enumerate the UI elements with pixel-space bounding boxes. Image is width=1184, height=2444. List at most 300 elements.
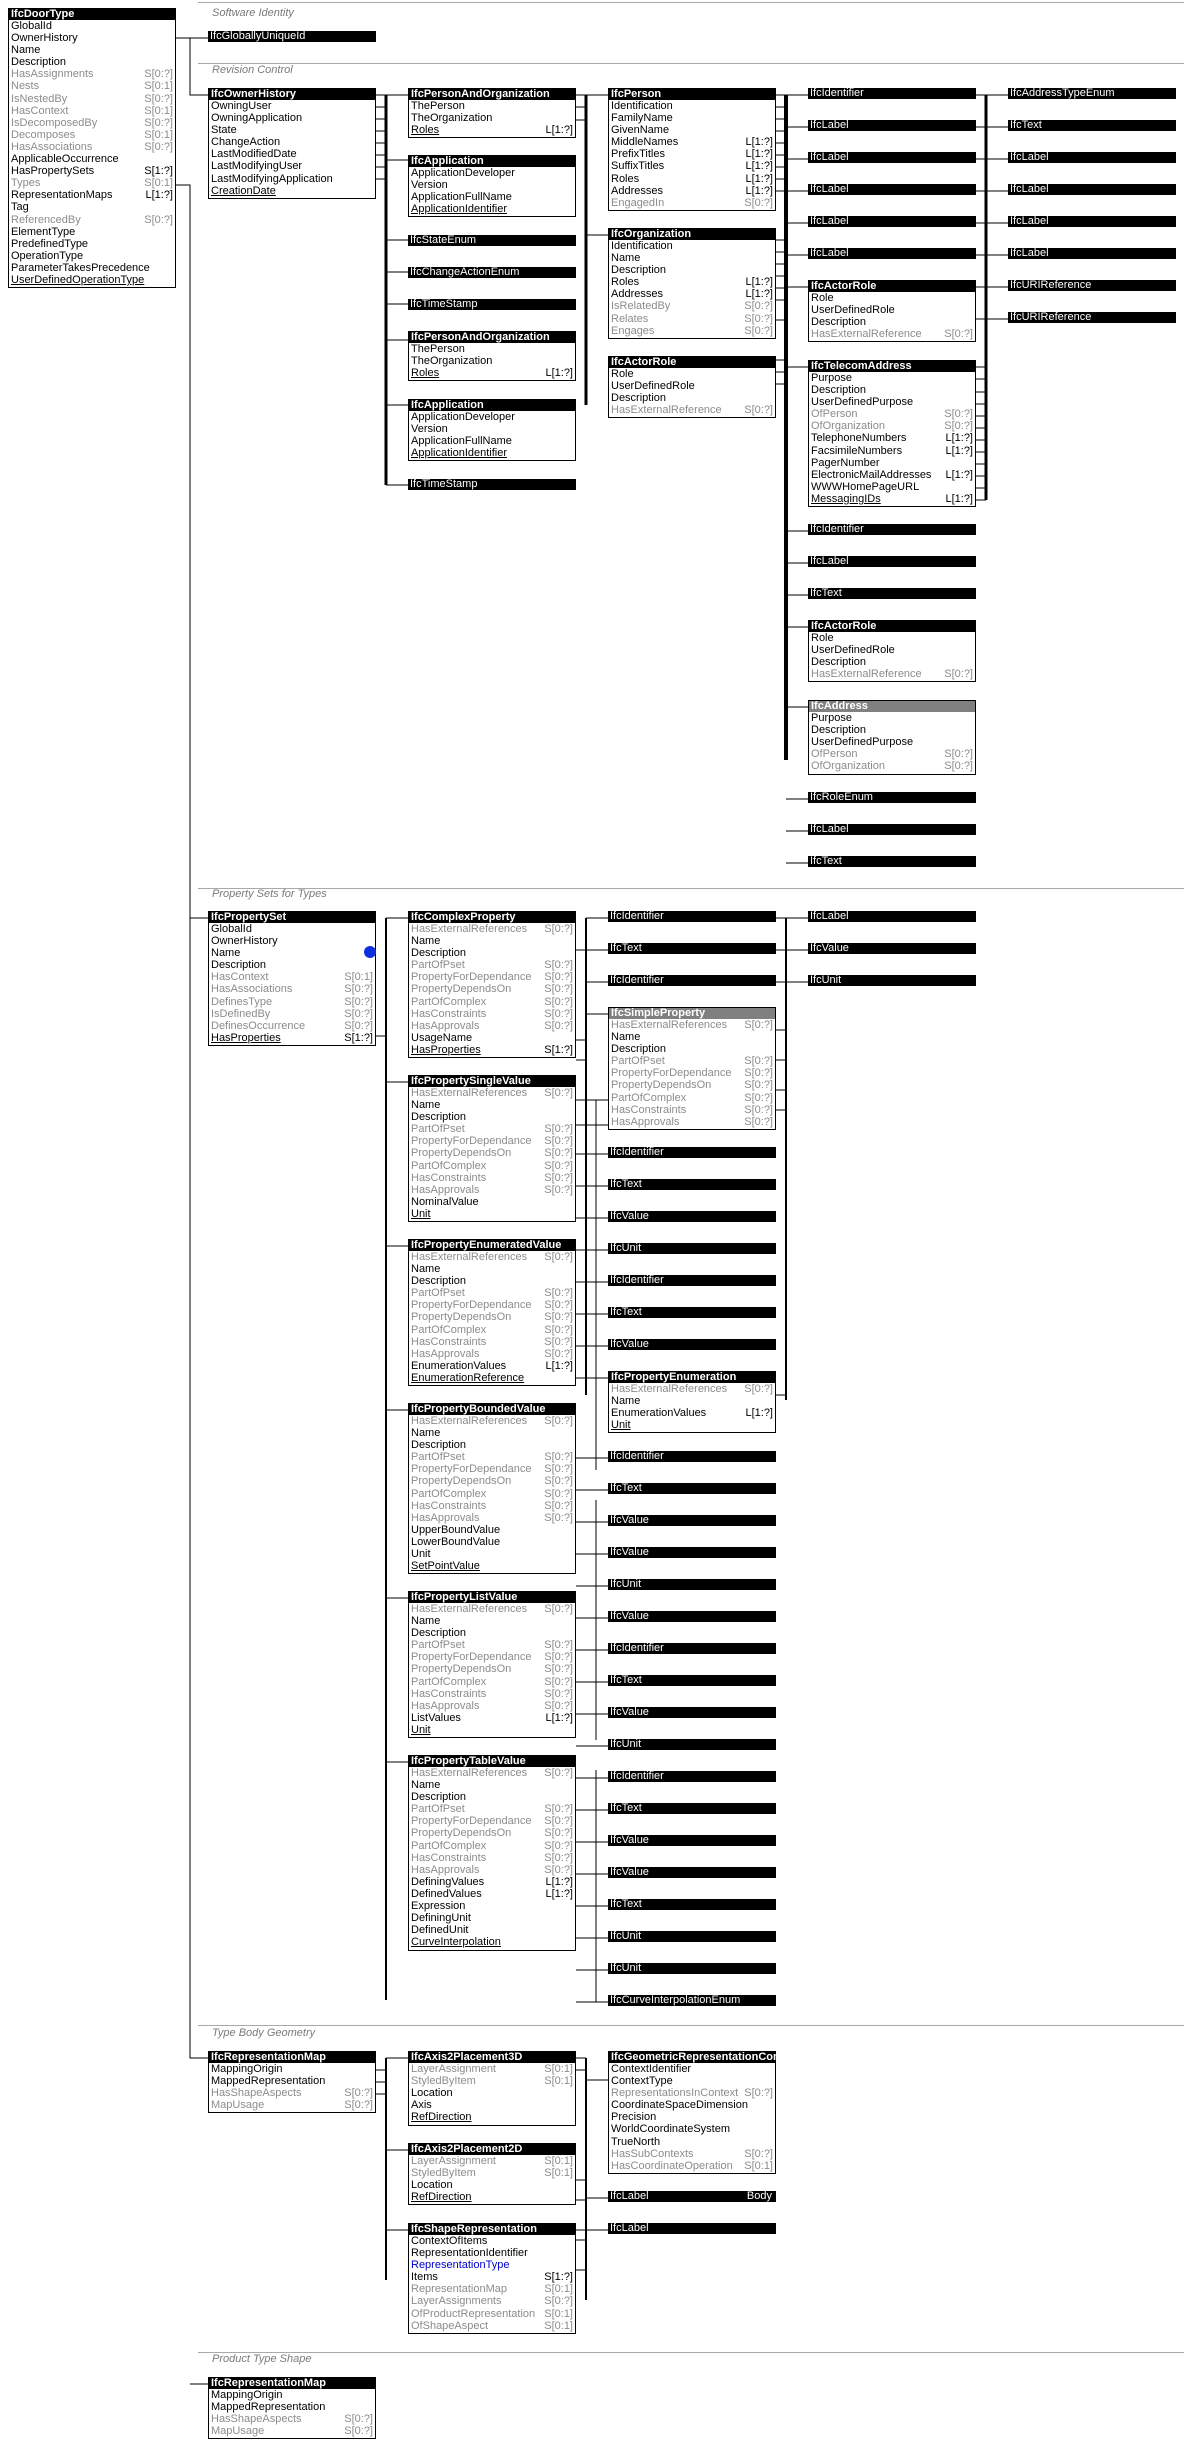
attribute-messaging-ids [809, 493, 975, 505]
attribute-name: Identification [611, 240, 673, 252]
type-ifc-unit [608, 1579, 776, 1590]
attribute-part-of-pset [609, 1055, 775, 1067]
attribute-name: Description [611, 1043, 667, 1056]
type-ifc-text [808, 588, 976, 599]
connector [176, 38, 208, 95]
attribute-name: Unit [611, 1419, 631, 1432]
type-ifc-text [608, 1803, 776, 1814]
attribute-name: CreationDate [211, 184, 276, 197]
attribute-applicable-occurrence [9, 153, 175, 165]
attribute-part-of-complex [409, 996, 575, 1008]
attribute-property-depends-on [409, 1147, 575, 1159]
attribute-name: HasAssociations [211, 983, 293, 996]
attribute-name: PartOfPset [411, 959, 465, 972]
attribute-application-developer [409, 167, 575, 179]
attribute-name: MappingOrigin [211, 2389, 283, 2401]
attribute-cardinality: S[0:1] [544, 2283, 573, 2296]
attribute-name: UserDefinedPurpose [811, 396, 914, 409]
attribute-cardinality: S[0:?] [144, 92, 173, 105]
attribute-name: Role [811, 632, 834, 644]
attribute-cardinality: L[1:?] [545, 1887, 573, 1900]
attribute-name: Name [411, 935, 441, 948]
attribute-cardinality: S[0:?] [744, 2087, 773, 2100]
attribute-of-shape-aspect [409, 2320, 575, 2332]
attribute-name: Location [411, 2179, 453, 2192]
entity-ifc-representation-map [208, 2051, 376, 2113]
attribute-name: GlobalId [211, 923, 252, 935]
attribute-cardinality: S[0:?] [544, 1839, 573, 1852]
attribute-has-assignments [9, 68, 175, 80]
attribute-name: ListValues [411, 1711, 461, 1724]
attribute-description [409, 1791, 575, 1803]
attribute-owner-history [209, 935, 375, 947]
attribute-name: IsNestedBy [11, 92, 68, 105]
attribute-cardinality: S[0:?] [544, 995, 573, 1008]
attribute-name: ContextIdentifier [611, 2063, 692, 2075]
attribute-name: RepresentationMaps [11, 189, 113, 202]
attribute-name: PropertyForDependance [411, 1651, 532, 1664]
attribute-cardinality: S[0:?] [544, 1415, 573, 1427]
attribute-name: GivenName [611, 124, 670, 137]
attribute-name: ApplicationFullName [411, 435, 512, 448]
attribute-description [809, 384, 975, 396]
attribute-name: HasExternalReferences [411, 1251, 528, 1263]
type-label: IfcStateEnum [410, 234, 477, 246]
entity-ifc-application [408, 155, 576, 217]
attribute-cardinality: S[0:?] [544, 1827, 573, 1840]
type-label: IfcLabel [1010, 247, 1049, 259]
attribute-cardinality: S[0:?] [544, 1287, 573, 1300]
entity-title: IfcAxis2Placement3D [409, 2052, 575, 2063]
attribute-cardinality: S[0:?] [544, 1147, 573, 1160]
attribute-cardinality: S[0:?] [544, 1299, 573, 1312]
attribute-name: HasExternalReferences [411, 1415, 528, 1427]
attribute-cardinality: S[0:?] [544, 1451, 573, 1464]
attribute-defining-unit [409, 1912, 575, 1924]
type-ifc-label [808, 184, 976, 195]
attribute-cardinality: L[1:?] [745, 160, 773, 173]
attribute-name: Description [411, 947, 467, 960]
attribute-representation-map [409, 2283, 575, 2295]
type-label: IfcLabel [810, 183, 849, 195]
attribute-cardinality: L[1:?] [945, 468, 973, 481]
entity-ifc-simple-property [608, 1007, 776, 1130]
entity-title: IfcShapeRepresentation [409, 2224, 575, 2235]
attribute-name: MapUsage [211, 2099, 265, 2112]
attribute-cardinality: S[0:?] [544, 983, 573, 996]
type-ifc-label [808, 120, 976, 131]
section-divider [198, 2352, 1184, 2353]
attribute-cardinality: L[1:?] [545, 367, 573, 380]
attribute-name: Description [811, 724, 867, 737]
attribute-name: OwnerHistory [211, 935, 278, 948]
attribute-unit [409, 1548, 575, 1560]
attribute-name: MiddleNames [611, 136, 679, 149]
attribute-name: HasConstraints [411, 1499, 487, 1512]
attribute-addresses [609, 288, 775, 300]
attribute-is-related-by [609, 300, 775, 312]
type-label: IfcLabel [810, 247, 849, 259]
attribute-name [409, 1615, 575, 1627]
attribute-property-depends-on [409, 1827, 575, 1839]
attribute-identification [609, 100, 775, 112]
attribute-name [409, 1099, 575, 1111]
attribute-cardinality: L[1:?] [545, 124, 573, 137]
entity-ifc-property-single-value [408, 1075, 576, 1222]
attribute-name: ThePerson [411, 100, 465, 112]
attribute-name: WWWHomePageURL [811, 480, 920, 493]
attribute-name: Roles [411, 124, 440, 137]
type-label: IfcLabel [610, 2190, 649, 2202]
type-ifc-change-action-enum [408, 267, 576, 278]
type-label: IfcUnit [610, 1242, 642, 1254]
attribute-name: HasExternalReferences [411, 1767, 528, 1779]
type-ifc-label [1008, 152, 1176, 163]
attribute-name: Name [411, 1263, 441, 1276]
type-ifc-label [808, 248, 976, 259]
entity-ifc-axis2placement3d [408, 2051, 576, 2126]
attribute-name [9, 44, 175, 56]
attribute-cardinality: S[0:?] [544, 1487, 573, 1500]
attribute-name: HasShapeAspects [211, 2087, 302, 2100]
attribute-name [409, 1427, 575, 1439]
attribute-name: MapUsage [211, 2425, 265, 2438]
attribute-representations-in-context [609, 2087, 775, 2099]
type-ifc-value [608, 1867, 776, 1878]
attribute-name: OwningApplication [211, 112, 303, 125]
attribute-name: RepresentationType [411, 2259, 510, 2272]
attribute-enumeration-reference [409, 1372, 575, 1384]
attribute-name: PartOfComplex [611, 1091, 687, 1104]
type-label: IfcText [810, 587, 842, 599]
attribute-name: HasExternalReferences [411, 923, 528, 935]
attribute-cardinality: L[1:?] [145, 189, 173, 202]
type-ifc-state-enum [408, 235, 576, 246]
attribute-cardinality: L[1:?] [945, 492, 973, 505]
attribute-name: PropertyDependsOn [411, 1827, 512, 1840]
attribute-cardinality: S[0:?] [544, 1767, 573, 1779]
attribute-name: OperationType [11, 249, 84, 262]
attribute-context-identifier [609, 2063, 775, 2075]
type-ifc-value [608, 1515, 776, 1526]
attribute-name: EnumerationReference [411, 1371, 525, 1384]
entity-title: IfcApplication [409, 400, 575, 411]
attribute-is-decomposed-by [9, 117, 175, 129]
attribute-defines-occurrence [209, 1020, 375, 1032]
attribute-part-of-pset [409, 1803, 575, 1815]
entity-title: IfcComplexProperty [409, 912, 575, 923]
attribute-has-external-references [609, 1019, 775, 1031]
attribute-part-of-complex [409, 1840, 575, 1852]
attribute-cardinality: S[0:?] [544, 1347, 573, 1360]
attribute-description [9, 56, 175, 68]
attribute-defined-values [409, 1888, 575, 1900]
entity-ifc-person-and-organization [408, 88, 576, 138]
attribute-name: OfShapeAspect [411, 2319, 489, 2332]
attribute-cardinality: L[1:?] [545, 1875, 573, 1888]
attribute-referenced-by [9, 214, 175, 226]
attribute-has-approvals [409, 1700, 575, 1712]
type-label: IfcValue [610, 1546, 649, 1558]
attribute-cardinality: S[0:?] [944, 760, 973, 773]
attribute-name: LowerBoundValue [411, 1535, 501, 1548]
attribute-description [409, 1627, 575, 1639]
type-ifc-time-stamp [408, 299, 576, 310]
section-divider [198, 2, 1184, 3]
type-label: IfcText [610, 942, 642, 954]
type-ifc-text [608, 1179, 776, 1190]
attribute-name: HasApprovals [411, 1347, 480, 1360]
attribute-name: Expression [411, 1900, 466, 1913]
entity-title: IfcApplication [409, 156, 575, 167]
attribute-cardinality: S[0:?] [744, 2147, 773, 2160]
attribute-purpose [809, 712, 975, 724]
type-label: IfcText [810, 855, 842, 867]
attribute-name: TelephoneNumbers [811, 432, 907, 445]
attribute-cardinality: S[0:?] [744, 300, 773, 313]
attribute-name [409, 1263, 575, 1275]
attribute-name: HasApprovals [411, 1511, 480, 1524]
type-label: IfcUnit [810, 974, 842, 986]
type-ifc-urireference [1008, 280, 1176, 291]
attribute-name: HasExternalReference [811, 328, 922, 341]
entity-ifc-address [808, 700, 976, 775]
attribute-part-of-complex [409, 1160, 575, 1172]
attribute-name: DefiningUnit [411, 1912, 471, 1925]
type-ifc-value [808, 943, 976, 954]
attribute-name: UserDefinedRole [811, 644, 895, 657]
attribute-representation-maps [9, 189, 175, 201]
attribute-description [809, 656, 975, 668]
attribute-name: LayerAssignments [411, 2295, 502, 2308]
type-label: IfcLabel [810, 823, 849, 835]
attribute-name: ElementType [11, 225, 76, 238]
entity-ifc-property-enumeration [608, 1371, 776, 1433]
attribute-cardinality: S[0:?] [544, 1171, 573, 1184]
attribute-defines-type [209, 996, 375, 1008]
type-label: IfcUnit [610, 1578, 642, 1590]
attribute-has-context [9, 105, 175, 117]
attribute-name: OfPerson [811, 408, 858, 421]
attribute-name: NominalValue [411, 1195, 479, 1208]
attribute-name: UsageName [411, 1031, 473, 1044]
attribute-name: Description [411, 1275, 467, 1288]
attribute-cardinality: S[1:?] [544, 1043, 573, 1056]
attribute-name: Name [11, 44, 41, 57]
attribute-role [809, 632, 975, 644]
attribute-name: IsDefinedBy [211, 1007, 271, 1020]
attribute-cardinality: S[0:?] [344, 2099, 373, 2112]
attribute-description [209, 959, 375, 971]
attribute-suffix-titles [609, 160, 775, 172]
attribute-cardinality: S[0:1] [544, 2155, 573, 2167]
attribute-name [609, 252, 775, 264]
entity-title: IfcPersonAndOrganization [409, 332, 575, 343]
attribute-has-external-reference [809, 668, 975, 680]
attribute-has-property-sets [9, 165, 175, 177]
type-label: IfcText [1010, 119, 1042, 131]
attribute-user-defined-purpose [809, 736, 975, 748]
type-label: IfcLabel [810, 555, 849, 567]
type-ifc-time-stamp [408, 479, 576, 490]
attribute-name: RefDirection [411, 2111, 472, 2124]
attribute-of-product-representation [409, 2308, 575, 2320]
attribute-user-defined-role [809, 304, 975, 316]
attribute-mapped-representation [209, 2401, 375, 2413]
attribute-has-external-references [409, 1087, 575, 1099]
attribute-roles [609, 276, 775, 288]
attribute-name: HasExternalReferences [411, 1603, 528, 1615]
attribute-name: OwningUser [211, 100, 272, 112]
type-label: IfcText [610, 1178, 642, 1190]
type-label: IfcIdentifier [610, 1146, 664, 1158]
attribute-has-approvals [409, 1512, 575, 1524]
attribute-name [409, 935, 575, 947]
attribute-name: Role [611, 368, 634, 380]
attribute-layer-assignment [409, 2155, 575, 2167]
attribute-name: Identification [611, 100, 673, 112]
attribute-cardinality: S[0:?] [544, 1663, 573, 1676]
entity-title: IfcPropertyEnumeratedValue [409, 1240, 575, 1251]
entity-ifc-telecom-address [808, 360, 976, 507]
attribute-name [409, 1779, 575, 1791]
entity-ifc-property-bounded-value [408, 1403, 576, 1574]
section-divider [198, 63, 1184, 64]
attribute-operation-type [9, 250, 175, 262]
type-label: IfcChangeActionEnum [410, 266, 520, 278]
attribute-relates [609, 313, 775, 325]
attribute-name: Description [211, 959, 267, 972]
attribute-name: HasSubContexts [611, 2147, 694, 2160]
attribute-owning-user [209, 100, 375, 112]
entity-title: IfcDoorType [9, 9, 175, 20]
attribute-name: Version [411, 179, 448, 192]
attribute-cardinality: S[0:?] [544, 2295, 573, 2308]
attribute-name: HasConstraints [411, 1851, 487, 1864]
attribute-cardinality: S[0:?] [144, 116, 173, 129]
type-value: Body [746, 2190, 772, 2202]
type-ifc-text [608, 1899, 776, 1910]
attribute-has-approvals [409, 1020, 575, 1032]
attribute-has-external-references [409, 923, 575, 935]
type-label: IfcLabel [1010, 183, 1049, 195]
marker-dot [364, 946, 376, 958]
attribute-cardinality: S[0:?] [944, 328, 973, 341]
attribute-name: Description [811, 384, 867, 397]
type-label: IfcText [610, 1802, 642, 1814]
attribute-last-modifying-user [209, 160, 375, 172]
attribute-name: Unit [411, 1723, 431, 1736]
attribute-name: UserDefinedRole [611, 380, 695, 393]
attribute-cardinality: S[0:?] [544, 971, 573, 984]
attribute-name [609, 1395, 775, 1407]
attribute-name: ElectronicMailAddresses [811, 468, 932, 481]
attribute-roles [609, 173, 775, 185]
attribute-name: ApplicationDeveloper [411, 411, 515, 423]
attribute-cardinality: S[0:1] [544, 2307, 573, 2320]
attribute-name: OwnerHistory [11, 32, 78, 45]
attribute-name: Name [411, 1099, 441, 1112]
type-label: IfcValue [610, 1866, 649, 1878]
attribute-cardinality: S[0:?] [544, 1007, 573, 1020]
attribute-set-point-value [409, 1560, 575, 1572]
attribute-property-depends-on [409, 1663, 575, 1675]
type-ifc-unit [608, 1963, 776, 1974]
type-ifc-identifier [608, 975, 776, 986]
attribute-has-coordinate-operation [609, 2160, 775, 2172]
attribute-defined-unit [409, 1924, 575, 1936]
attribute-name: Role [811, 292, 834, 304]
attribute-name: Description [811, 316, 867, 329]
attribute-has-associations [209, 983, 375, 995]
attribute-global-id [9, 20, 175, 32]
type-ifc-identifier [608, 1643, 776, 1654]
entity-ifc-person [608, 88, 776, 211]
attribute-name: HasApprovals [411, 1699, 480, 1712]
attribute-cardinality: S[0:1] [144, 128, 173, 141]
attribute-cardinality: S[0:?] [544, 1699, 573, 1712]
attribute-name: EnumerationValues [611, 1407, 707, 1420]
attribute-name: Name [611, 252, 641, 265]
attribute-name: Description [11, 56, 67, 69]
attribute-has-external-references [409, 1415, 575, 1427]
attribute-name: HasContext [11, 104, 69, 117]
attribute-cardinality: L[1:?] [745, 148, 773, 161]
attribute-name: ApplicationIdentifier [411, 447, 508, 460]
attribute-name: HasApprovals [411, 1019, 480, 1032]
attribute-cardinality: S[0:?] [144, 213, 173, 226]
attribute-name: PartOfPset [411, 1803, 465, 1816]
attribute-name: HasApprovals [411, 1183, 480, 1196]
attribute-has-external-references [409, 1251, 575, 1263]
type-label: IfcValue [610, 1210, 649, 1222]
type-ifc-identifier [608, 1147, 776, 1158]
attribute-name: ApplicationDeveloper [411, 167, 515, 179]
attribute-has-constraints [409, 1008, 575, 1020]
type-ifc-unit [608, 1243, 776, 1254]
attribute-description [609, 392, 775, 404]
type-ifc-value [608, 1339, 776, 1350]
entity-ifc-owner-history [208, 88, 376, 199]
attribute-cardinality: S[0:?] [744, 1019, 773, 1031]
attribute-property-depends-on [409, 1311, 575, 1323]
attribute-representation-type [409, 2259, 575, 2271]
attribute-upper-bound-value [409, 1524, 575, 1536]
entity-ifc-person-and-organization [408, 331, 576, 381]
attribute-decomposes [9, 129, 175, 141]
type-ifc-label [808, 556, 976, 567]
attribute-application-full-name [409, 435, 575, 447]
attribute-description [609, 1043, 775, 1055]
attribute-part-of-complex [409, 1488, 575, 1500]
attribute-part-of-pset [409, 1123, 575, 1135]
attribute-has-constraints [409, 1336, 575, 1348]
attribute-property-for-dependance [409, 1463, 575, 1475]
attribute-mapping-origin [209, 2389, 375, 2401]
attribute-cardinality: S[0:1] [144, 177, 173, 190]
entity-ifc-complex-property [408, 911, 576, 1058]
type-ifc-role-enum [808, 792, 976, 803]
entity-ifc-property-set [208, 911, 376, 1046]
attribute-part-of-pset [409, 1287, 575, 1299]
attribute-electronic-mail-addresses [809, 469, 975, 481]
attribute-cardinality: S[0:?] [344, 2087, 373, 2100]
attribute-name: HasConstraints [411, 1687, 487, 1700]
attribute-name: PropertyDependsOn [411, 1311, 512, 1324]
type-label: IfcIdentifier [610, 1770, 664, 1782]
attribute-name: HasShapeAspects [211, 2413, 302, 2426]
attribute-name: IsRelatedBy [611, 300, 671, 313]
